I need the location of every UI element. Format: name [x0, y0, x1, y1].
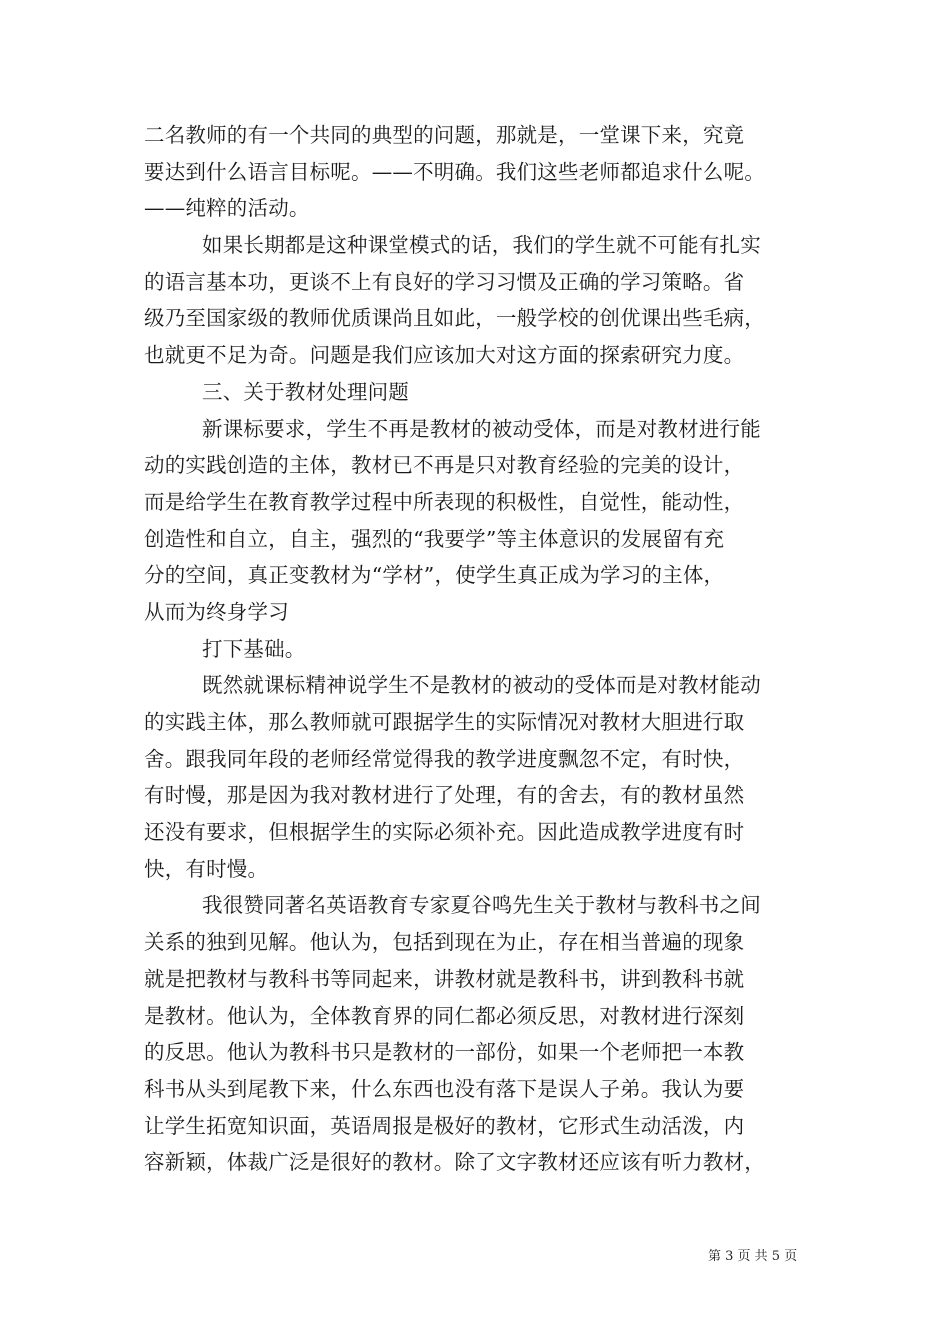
page-number: 第 3 页 共 5 页	[708, 1249, 798, 1264]
text-line: 动的实践创造的主体，教材已不再是只对教育经验的完美的设计，	[144, 453, 745, 478]
text-line: 的语言基本功，更谈不上有良好的学习习惯及正确的学习策略。省	[144, 269, 745, 294]
text-line: ——纯粹的活动。	[144, 196, 310, 221]
text-line: 科书从头到尾教下来，什么东西也没有落下是误人子弟。我认为要	[144, 1076, 745, 1101]
text-line: 关系的独到见解。他认为，包括到现在为止，存在相当普遍的现象	[144, 930, 745, 955]
paragraph-start-line: 既然就课标精神说学生不是教材的被动的受体而是对教材能动	[202, 673, 761, 698]
text-line: 级乃至国家级的教师优质课尚且如此，一般学校的创优课出些毛病，	[144, 306, 765, 331]
text-line: 分的空间，真正变教材为“学材”，使学生真正成为学习的主体，	[144, 563, 725, 588]
text-line: 还没有要求，但根据学生的实际必须补充。因此造成教学进度有时	[144, 820, 745, 845]
text-line: 从而为终身学习	[144, 599, 289, 624]
text-line: 的实践主体，那么教师就可跟据学生的实际情况对教材大胆进行取	[144, 710, 745, 734]
text-line: 就是把教材与教科书等同起来，讲教材就是教科书，讲到教科书就	[144, 966, 745, 991]
paragraph-start-line: 如果长期都是这种课堂模式的话，我们的学生就不可能有扎实	[202, 233, 761, 258]
text-line: 创造性和自立，自主，强烈的“我要学”等主体意识的发展留有充	[144, 526, 725, 551]
text-line: 让学生拓宽知识面，英语周报是极好的教材，它形式生动活泼，内	[144, 1113, 745, 1138]
text-line: 容新颖，体裁广泛是很好的教材。除了文字教材还应该有听力教材，	[144, 1150, 765, 1175]
text-line: 要达到什么语言目标呢。——不明确。我们这些老师都追求什么呢。	[144, 159, 765, 184]
paragraph-start-line: 新课标要求，学生不再是教材的被动受体，而是对教材进行能	[202, 416, 761, 441]
text-line: 而是给学生在教育教学过程中所表现的积极性，自觉性，能动性，	[144, 489, 745, 514]
text-line: 是教材。他认为，全体教育界的同仁都必须反思，对教材进行深刻	[144, 1003, 745, 1028]
text-line: 二名教师的有一个共同的典型的问题，那就是，一堂课下来，究竟	[144, 123, 745, 147]
text-line: 有时慢，那是因为我对教材进行了处理，有的舍去，有的教材虽然	[144, 783, 745, 808]
text-line: 的反思。他认为教科书只是教材的一部份，如果一个老师把一本教	[144, 1040, 745, 1065]
text-line: 快，有时慢。	[144, 856, 269, 881]
text-line: 舍。跟我同年段的老师经常觉得我的教学进度飘忽不定，有时快，	[144, 746, 745, 771]
paragraph-start-line: 打下基础。	[202, 636, 306, 661]
paragraph-start-line: 我很赞同著名英语教育专家夏谷鸣先生关于教材与教科书之间	[202, 893, 761, 918]
text-line: 也就更不足为奇。问题是我们应该加大对这方面的探索研究力度。	[144, 343, 745, 368]
document-body	[144, 117, 824, 1181]
section-heading: 三、关于教材处理问题	[202, 379, 409, 404]
